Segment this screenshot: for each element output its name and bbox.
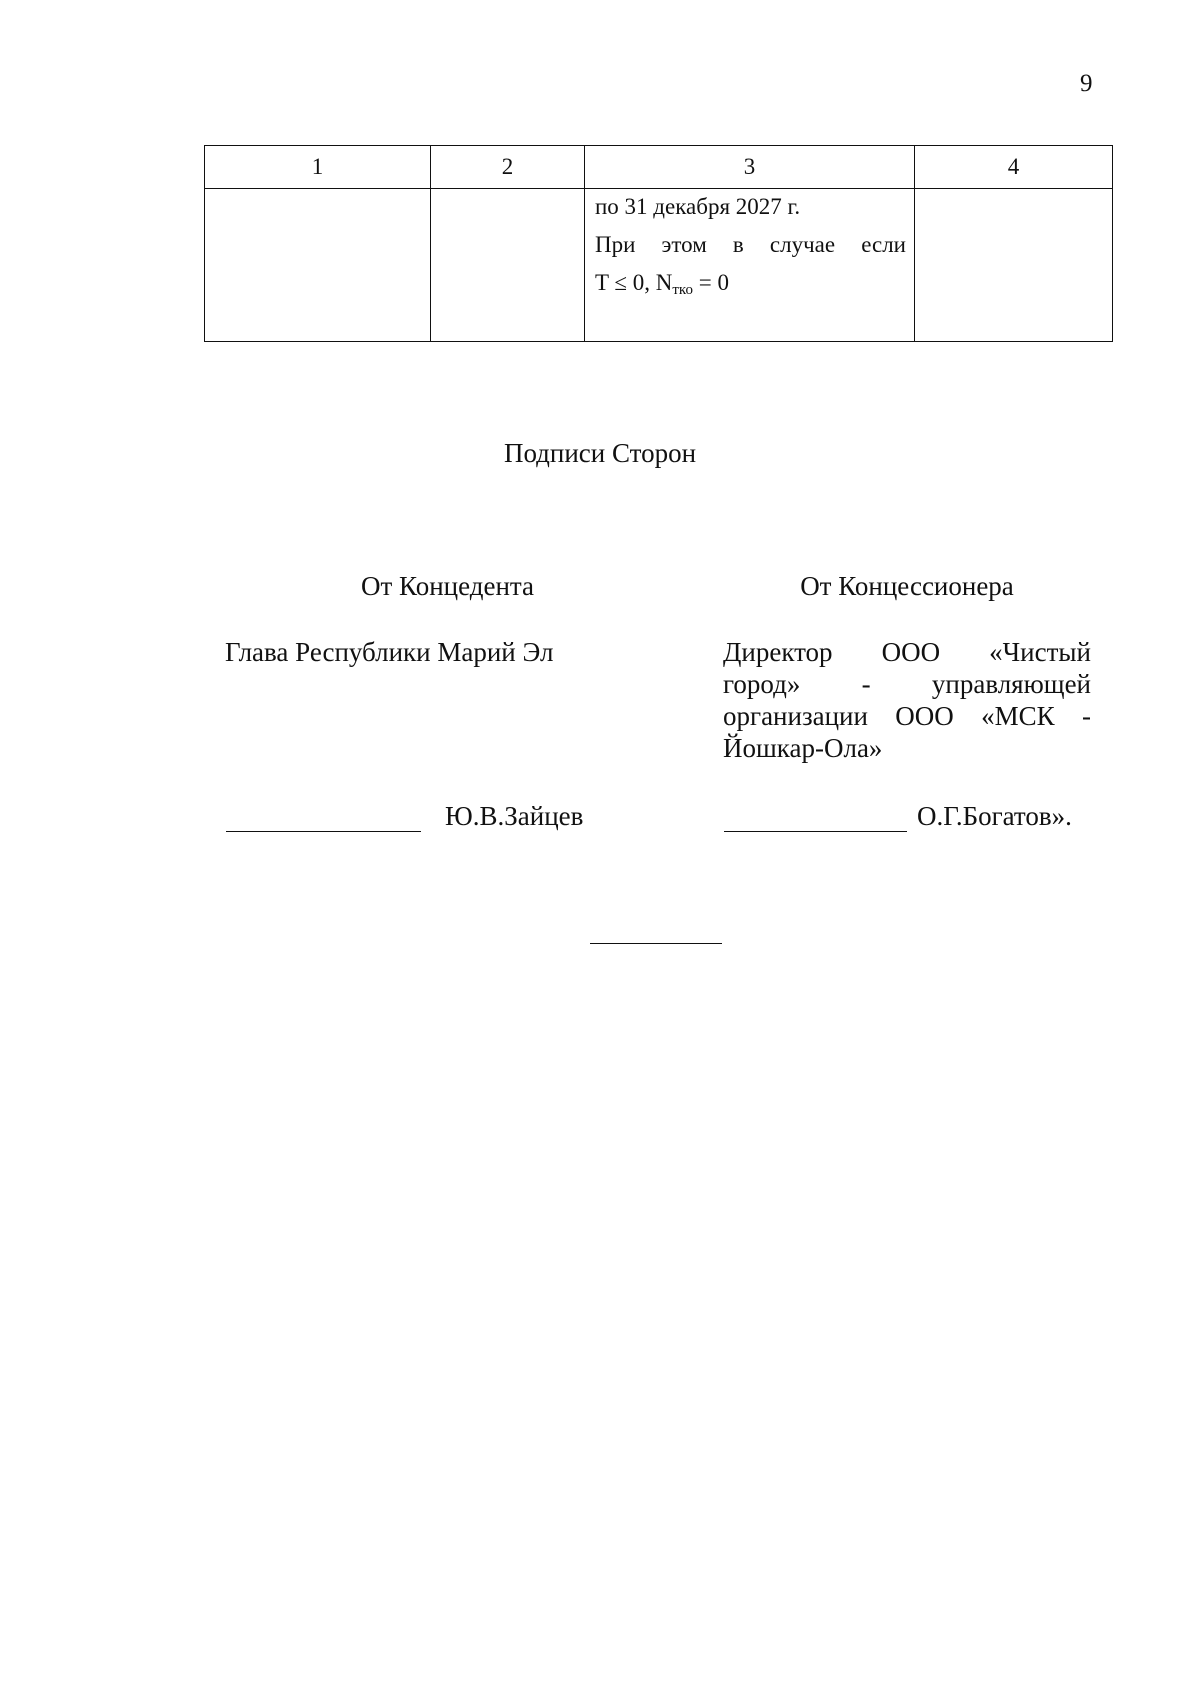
concessionaire-heading: От Концессионера xyxy=(800,571,1014,601)
concessionaire-role xyxy=(723,636,1091,764)
table-header-row xyxy=(205,146,1113,189)
continuation-table xyxy=(204,145,1113,342)
grantor-heading: От Концедента xyxy=(360,571,535,601)
formula-part-a: T ≤ 0, N xyxy=(595,270,673,295)
grantor-role: Глава Республики Марий Эл xyxy=(225,637,554,667)
table-cell-1 xyxy=(205,189,431,342)
table-cell-4 xyxy=(915,189,1113,342)
grantor-signature xyxy=(226,800,583,832)
signature-line xyxy=(226,801,421,832)
column-header-2: 2 xyxy=(431,146,585,189)
concessionaire-role-line: организации ООО «МСК - xyxy=(723,701,1091,731)
signatures-title: Подписи Сторон xyxy=(503,438,697,468)
condition-text: При этом в случае если xyxy=(595,232,906,257)
concessionaire-block xyxy=(723,570,1091,764)
formula-text xyxy=(595,269,906,304)
concessionaire-signature xyxy=(724,800,1072,832)
grantor-name: Ю.В.Зайцев xyxy=(445,801,584,831)
signature-line xyxy=(724,801,907,832)
table-cell-3 xyxy=(585,189,915,342)
page-number: 9 xyxy=(1080,70,1093,97)
formula-part-b: = 0 xyxy=(692,270,729,295)
table-cell-2 xyxy=(431,189,585,342)
end-divider xyxy=(590,943,722,944)
column-header-3: 3 xyxy=(585,146,915,189)
column-header-4: 4 xyxy=(915,146,1113,189)
concessionaire-role-line: город» - управляющей xyxy=(723,669,1091,699)
table-row xyxy=(205,189,1113,342)
grantor-block xyxy=(225,570,670,668)
concessionaire-role-line: Йошкар-Ола» xyxy=(723,733,883,763)
concessionaire-name: О.Г.Богатов». xyxy=(917,801,1072,831)
deadline-text: по 31 декабря 2027 г. xyxy=(595,194,801,219)
column-header-1: 1 xyxy=(205,146,431,189)
formula-subscript: тко xyxy=(672,282,693,298)
concessionaire-role-line: Директор ООО «Чистый xyxy=(723,637,1091,667)
